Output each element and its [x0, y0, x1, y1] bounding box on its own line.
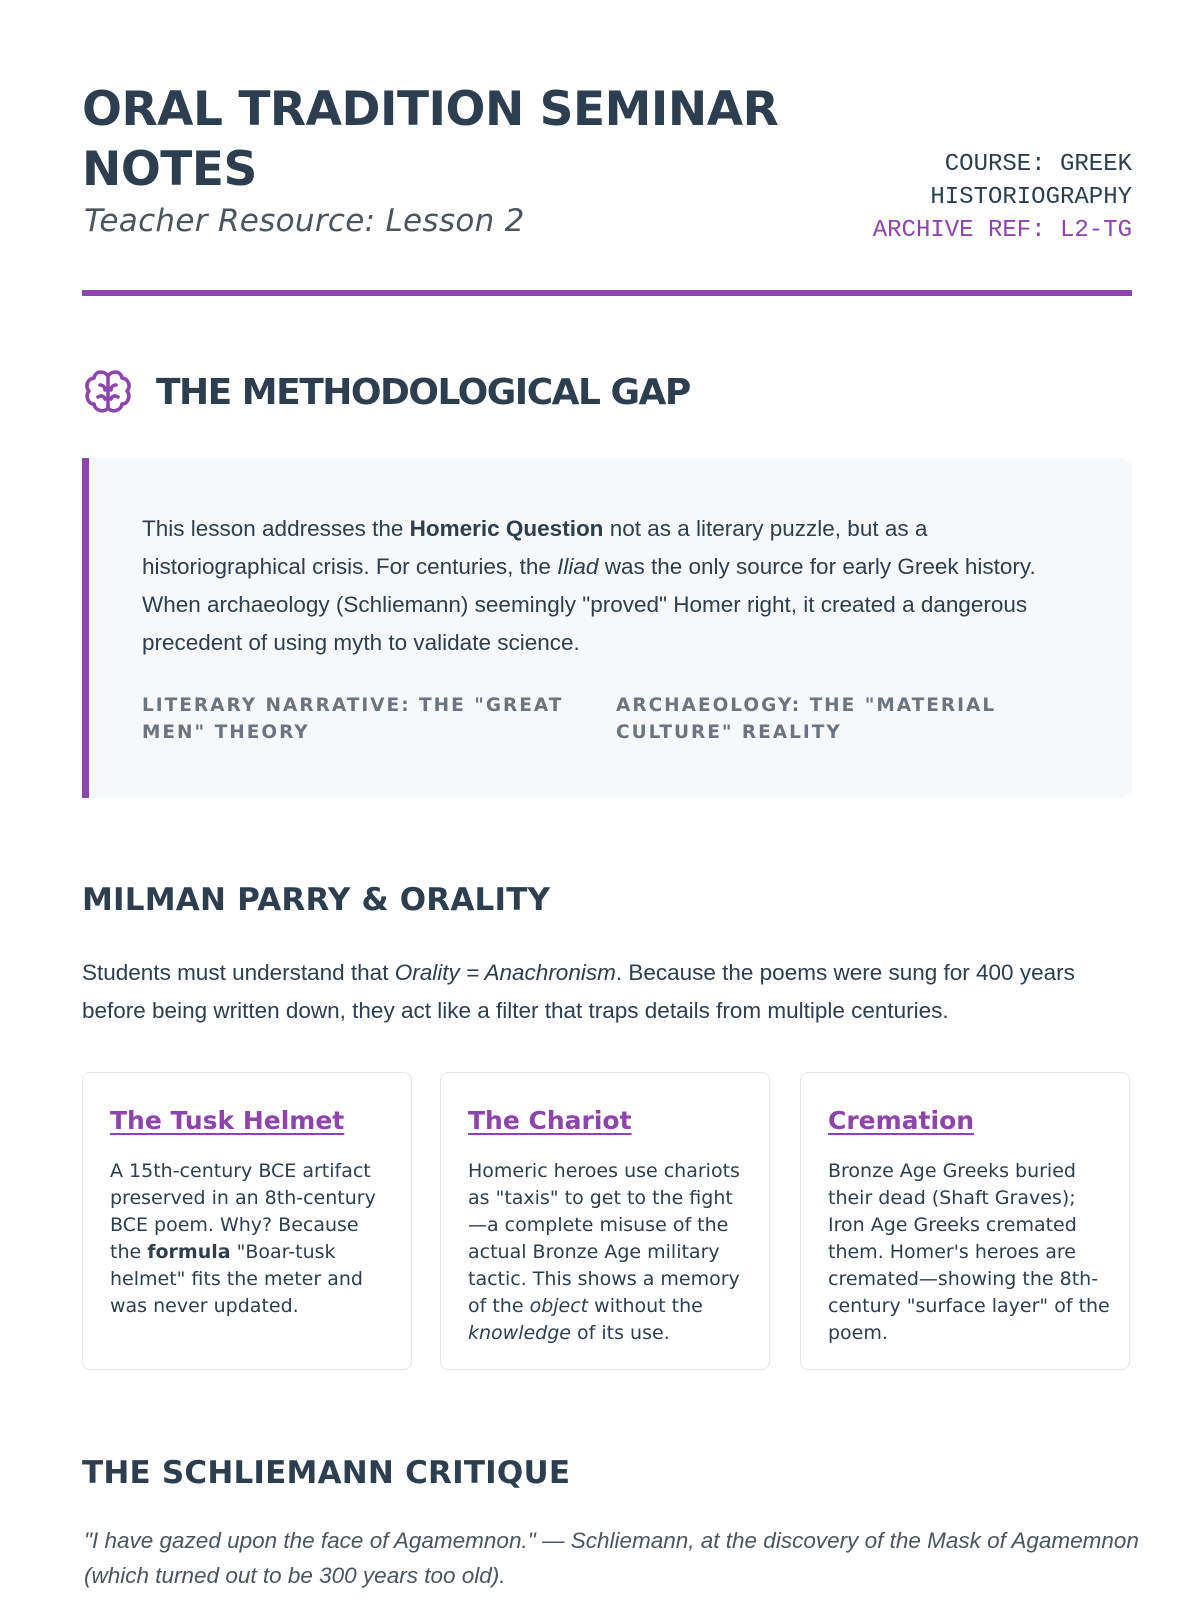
page-subtitle: Teacher Resource: Lesson 2 — [84, 203, 525, 239]
card1-bold: formula — [147, 1241, 231, 1263]
parry-italic-term: Orality = Anachronism — [394, 960, 616, 985]
card-title-cremation[interactable]: Cremation — [828, 1106, 975, 1135]
card1-text-2: "Boar-tusk helmet" fits the meter and was never updated. — [110, 1241, 363, 1317]
section-heading-gap — [82, 362, 690, 422]
gap-paragraph — [142, 510, 1082, 662]
card2-italic-2: knowledge — [468, 1322, 571, 1344]
card2-text-3: of its use. — [571, 1322, 670, 1344]
section-title-schliemann: THE SCHLIEMANN CRITIQUE — [82, 1455, 571, 1491]
schliemann-quote: "I have gazed upon the face of Agamemnon." — Schliemann, at the discovery of the Mask of Agamemnon (which turned out to be 300 years too old). — [84, 1528, 1139, 1588]
card-tusk-helmet — [82, 1072, 412, 1370]
page-header — [82, 0, 1132, 300]
gap-text-3: was the only source for early Greek history. When archaeology (Schliemann) seemingly "proved" Homer right, it created a dangerous precedent of using myth to validate science. — [142, 554, 1036, 655]
card2-text-1: Homeric heroes use chariots as "taxis" to get to the fight—a complete misuse of the actual Bronze Age military tactic. This shows a memory of the — [468, 1160, 740, 1317]
card-title-chariot[interactable]: The Chariot — [468, 1106, 632, 1135]
parry-paragraph — [82, 954, 1142, 1030]
card3-text-1: Bronze Age Greeks buried their dead (Shaft Graves); Iron Age Greeks cremated them. Homer's heroes are cremated—showing the 8th-century "surface layer" of the poem. — [828, 1160, 1110, 1344]
card-text-tusk-helmet — [110, 1158, 392, 1320]
card-chariot — [440, 1072, 770, 1370]
course-label: COURSE: GREEK HISTORIOGRAPHY — [930, 151, 1132, 211]
card-text-chariot — [468, 1158, 750, 1347]
gap-text-1: This lesson addresses the — [142, 516, 410, 541]
section-title-parry: MILMAN PARRY & ORALITY — [82, 882, 551, 918]
page — [82, 0, 1139, 1588]
card-text-cremation — [828, 1158, 1110, 1347]
brain-icon — [82, 366, 134, 418]
card-title-tusk-helmet[interactable]: The Tusk Helmet — [110, 1106, 345, 1135]
gap-bold-term: Homeric Question — [409, 516, 604, 541]
gap-italic-term: Iliad — [557, 554, 599, 579]
header-divider — [82, 290, 1132, 296]
parry-text-1: Students must understand that — [82, 960, 395, 985]
section-title-gap: THE METHODOLOGICAL GAP — [156, 371, 690, 413]
gap-text-2: not as a literary puzzle, but as a historiographical crisis. For centuries, the — [142, 516, 928, 579]
card2-italic-1: object — [529, 1295, 589, 1317]
parry-text-2: . Because the poems were sung for 400 years before being written down, they act like a filter that traps details from multiple centuries. — [82, 960, 1075, 1023]
gap-callout — [82, 458, 1132, 798]
label-literary: LITERARY NARRATIVE: THE "GREAT MEN" THEORY — [142, 695, 564, 743]
card-cremation — [800, 1072, 1130, 1370]
card2-text-2: without the — [588, 1295, 703, 1317]
card1-text-1: A 15th-century BCE artifact preserved in an 8th-century BCE poem. Why? Because the — [110, 1160, 376, 1263]
archive-ref: ARCHIVE REF: L2-TG — [872, 217, 1132, 244]
page-title: ORAL TRADITION SEMINAR NOTES — [82, 82, 779, 197]
course-meta — [872, 148, 1132, 247]
label-archaeology: ARCHAEOLOGY: THE "MATERIAL CULTURE" REALITY — [616, 695, 997, 743]
